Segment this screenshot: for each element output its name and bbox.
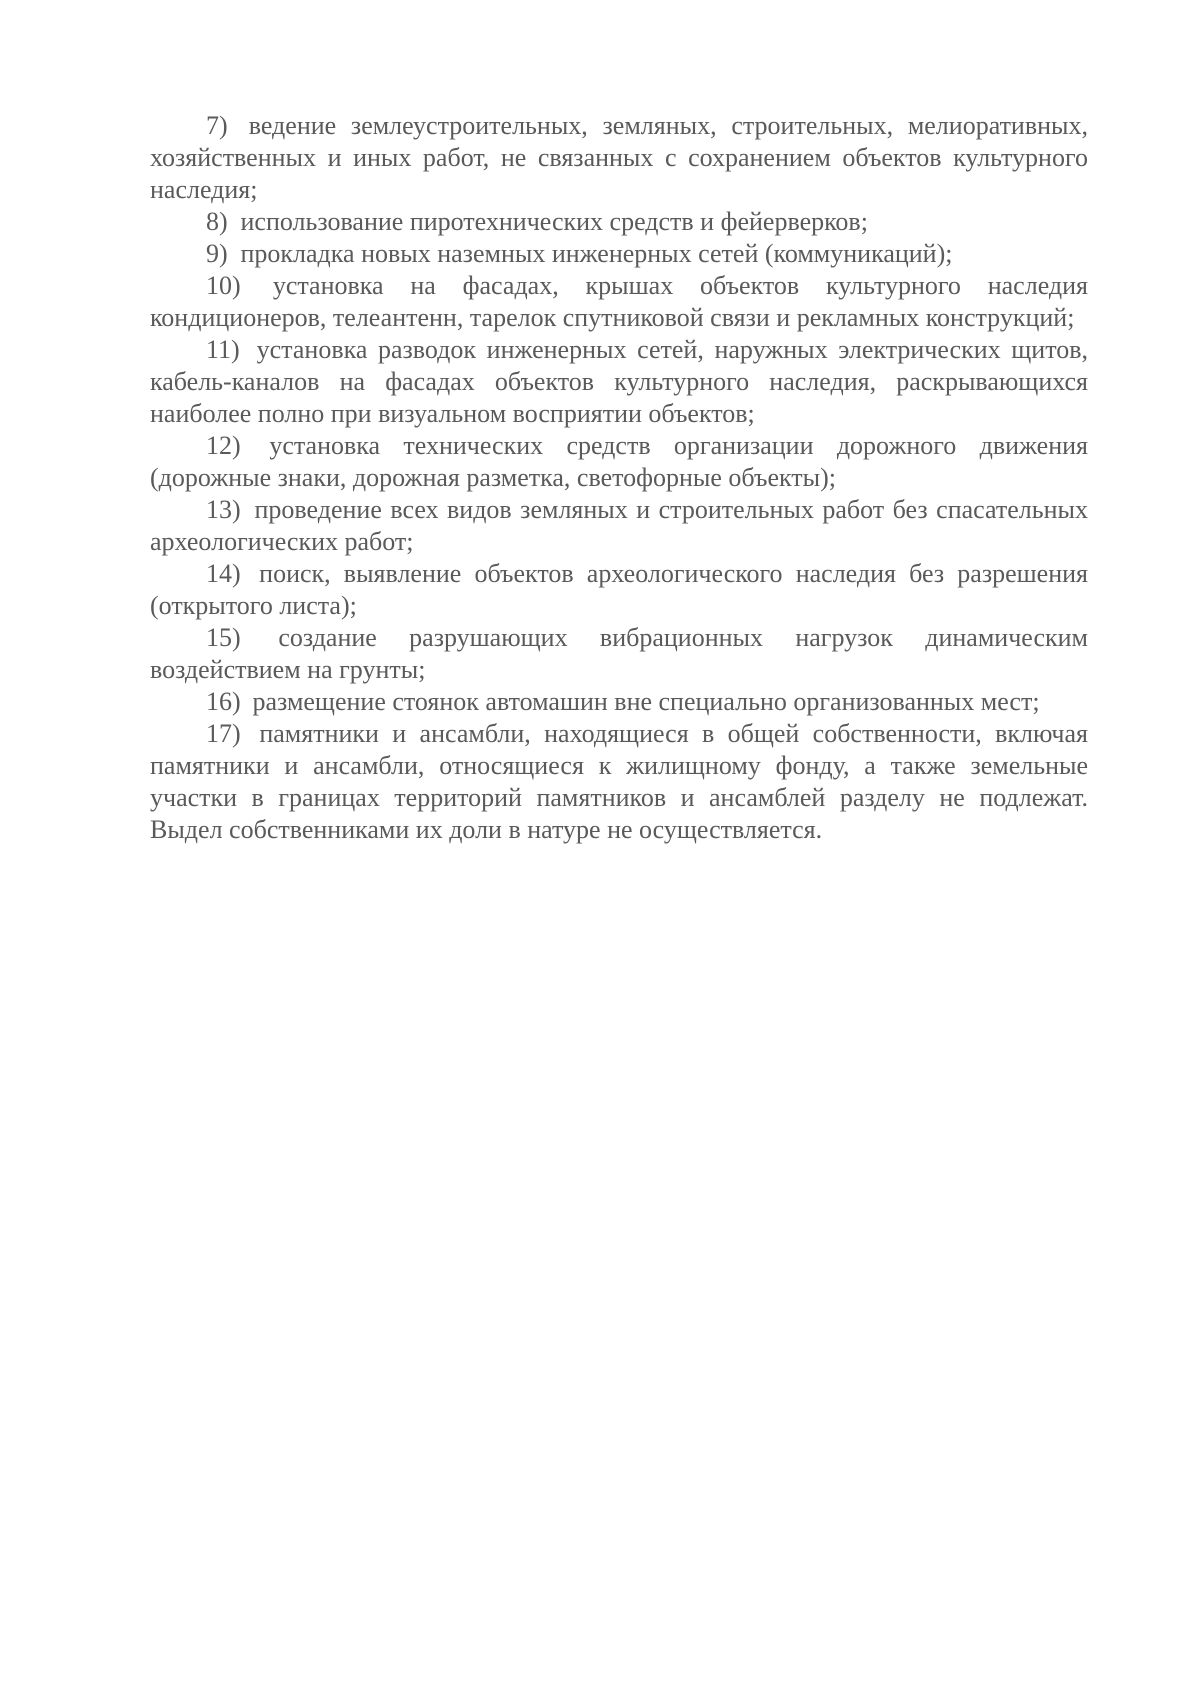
item-number: 13) [206,495,241,524]
item-text: памятники и ансамбли, находящиеся в общей собственности, включая памятники и ансамбли, относящиеся к жилищному фонду, а также земельные участки в границах территорий памятников и ансамблей разделу не подлежат. Выдел собственниками их доли в натуре не осуществляется. [150,719,1089,844]
list-item [150,334,1088,430]
list-item [150,686,1088,718]
item-number: 14) [206,559,241,588]
item-number: 17) [206,719,241,748]
item-text: установка на фасадах, крышах объектов культурного наследия кондиционеров, телеантенн, тарелок спутниковой связи и рекламных конструкций; [150,271,1088,332]
item-number: 11) [206,335,240,364]
list-item [150,110,1088,206]
item-text: создание разрушающих вибрационных нагрузок динамическим воздействием на грунты; [150,623,1088,684]
item-text: установка разводок инженерных сетей, наружных электрических щитов, кабель-каналов на фасадах объектов культурного наследия, раскрывающихся наиболее полно при визуальном восприятии объектов; [150,335,1089,428]
list-item [150,238,1088,270]
item-number: 12) [206,431,241,460]
list-item [150,558,1088,622]
item-number: 15) [206,623,241,652]
item-number: 16) [206,687,241,716]
item-number: 10) [206,271,241,300]
list-item [150,206,1088,238]
item-number: 9) [206,239,228,268]
document-body [150,110,1088,846]
item-text: проведение всех видов земляных и строительных работ без спасательных археологических работ; [150,495,1088,556]
item-text: прокладка новых наземных инженерных сетей (коммуникаций); [240,239,953,268]
list-item [150,718,1088,846]
item-text: установка технических средств организации дорожного движения (дорожные знаки, дорожная разметка, светофорные объекты); [150,431,1088,492]
item-number: 7) [206,111,228,140]
item-text: поиск, выявление объектов археологического наследия без разрешения (открытого листа); [150,559,1088,620]
item-text: ведение землеустроительных, земляных, строительных, мелиоративных, хозяйственных и иных работ, не связанных с сохранением объектов культурного наследия; [150,111,1089,204]
item-number: 8) [206,207,228,236]
list-item [150,430,1088,494]
item-text: размещение стоянок автомашин вне специально организованных мест; [252,687,1040,716]
item-text: использование пиротехнических средств и фейерверков; [240,207,868,236]
list-item [150,270,1088,334]
list-item [150,494,1088,558]
list-item [150,622,1088,686]
